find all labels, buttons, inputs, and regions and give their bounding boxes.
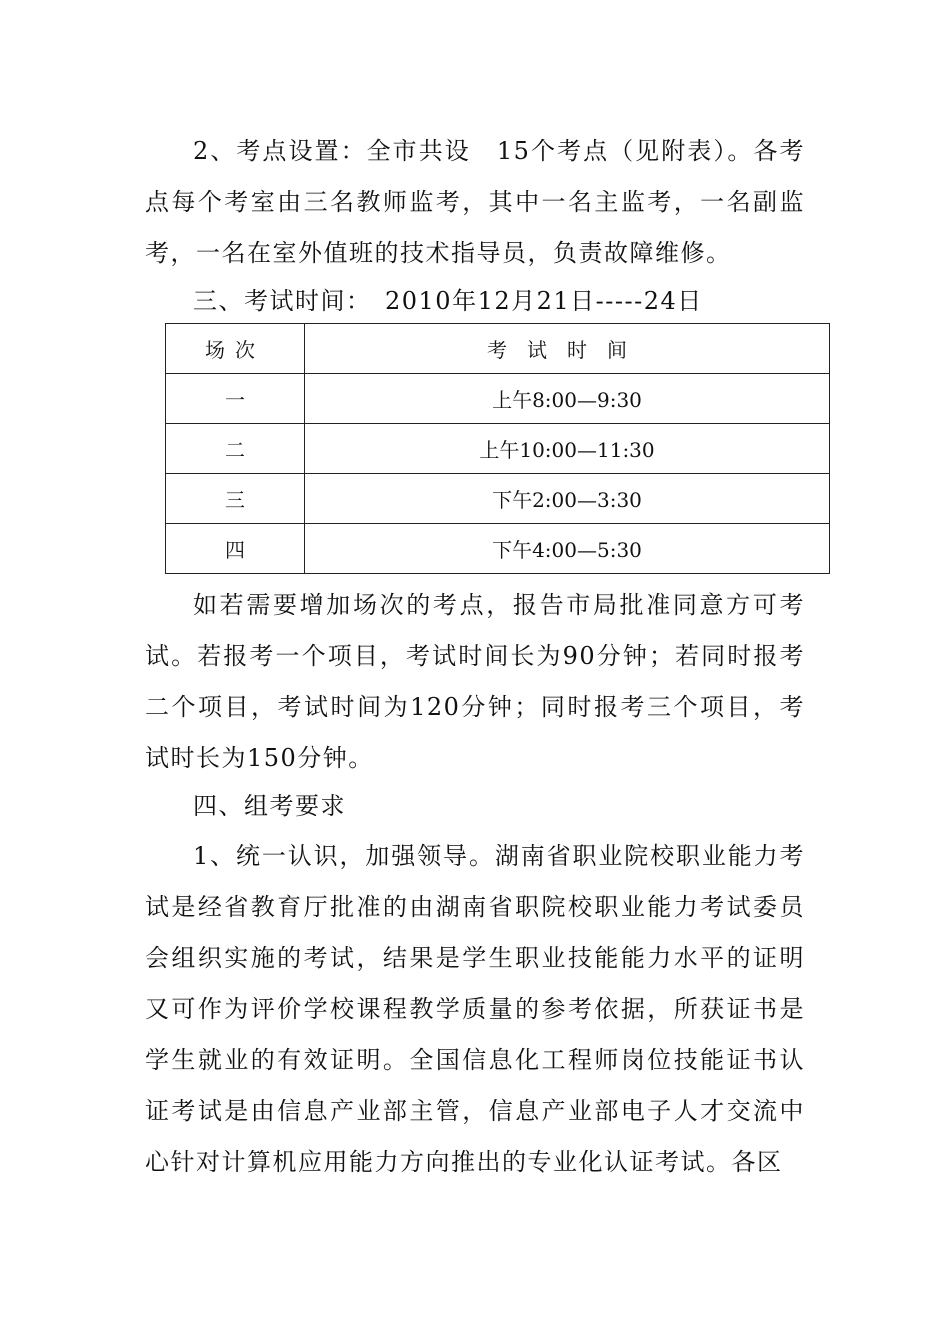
- paragraph-unified-understanding: 1、统一认识，加强领导。湖南省职业院校职业能力考试是经省教育厅批准的由湖南省职院校职业能力考试委员会组织实施的考试，结果是学生职业技能能力水平的证明又可作为评价学校课程教学质量的参考依据，所获证书是学生就业的有效证明。全国信息化工程师岗位技能证书认证考试是由信息产业部主管，信息产业部电子人才交流中心针对计算机应用能力方向推出的专业化认证考试。各区: [145, 842, 805, 1176]
- exam-schedule-table: [165, 323, 830, 574]
- session-cell: 三: [166, 474, 305, 524]
- session-cell: 二: [166, 424, 305, 474]
- heading-exam-time: 三、考试时间： 2010年12月21日-----24日: [193, 287, 703, 315]
- time-cell: 上午8:00—9:30: [305, 374, 830, 424]
- time-cell: 下午4:00—5:30: [305, 524, 830, 574]
- header-exam-time: 考试时间: [305, 324, 830, 374]
- table-row: [166, 524, 830, 574]
- time-cell: 上午10:00—11:30: [305, 424, 830, 474]
- table-row: [166, 474, 830, 524]
- table-header-row: [166, 324, 830, 374]
- session-cell: 四: [166, 524, 305, 574]
- paragraph-extra-sessions: 如若需要增加场次的考点，报告市局批准同意方可考试。若报考一个项目，考试时间长为90分钟；若同时报考二个项目，考试时间为120分钟；同时报考三个项目，考试时长为150分钟。: [145, 591, 805, 772]
- table-row: [166, 374, 830, 424]
- header-session: 场次: [166, 324, 305, 374]
- session-cell: 一: [166, 374, 305, 424]
- paragraph-exam-sites: 2、考点设置：全市共设 15个考点（见附表）。各考点每个考室由三名教师监考，其中一名主监考，一名副监考，一名在室外值班的技术指导员，负责故障维修。: [145, 137, 805, 267]
- heading-exam-requirements: 四、组考要求: [193, 792, 346, 820]
- table-row: [166, 424, 830, 474]
- time-cell: 下午2:00—3:30: [305, 474, 830, 524]
